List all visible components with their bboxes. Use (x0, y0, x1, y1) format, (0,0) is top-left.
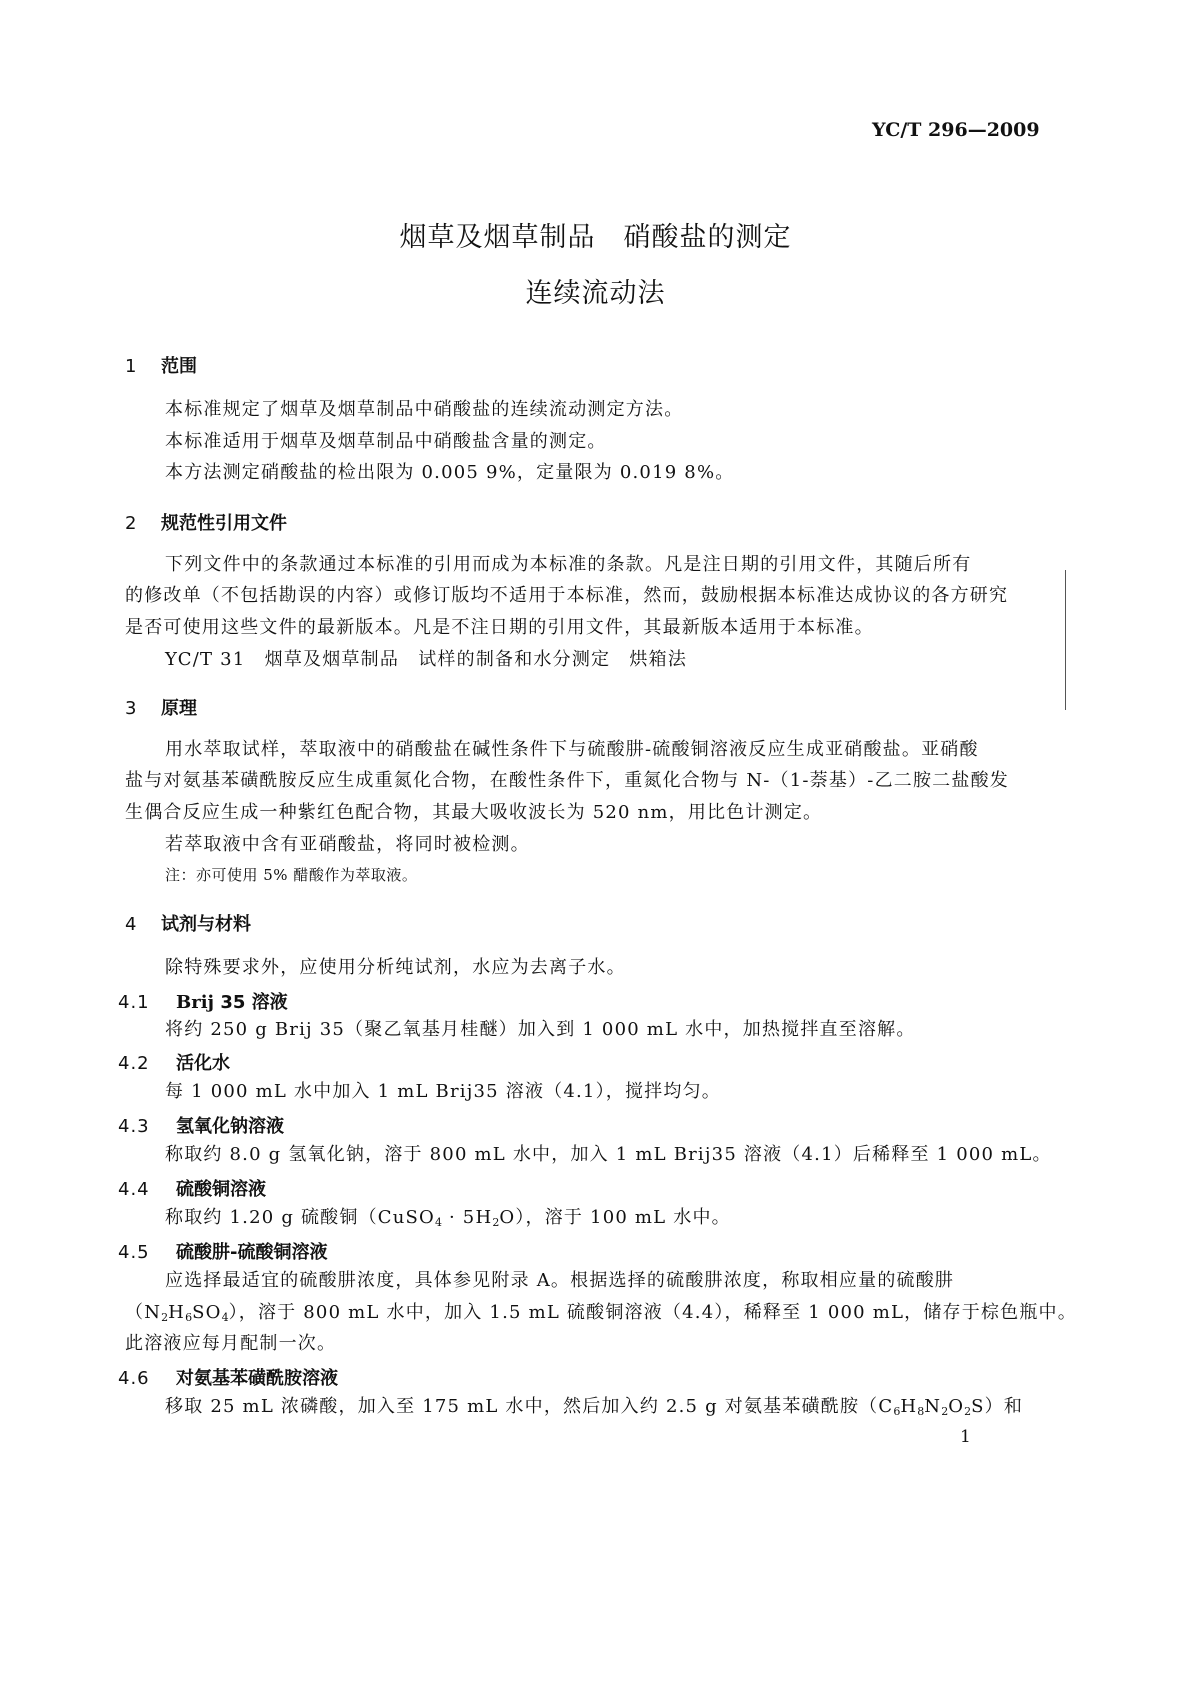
subsection-heading-4-4: 4.4 硫酸铜溶液 (118, 1179, 266, 1200)
paragraph: 每 1 000 mL 水中加入 1 mL Brij35 溶液（4.1），搅拌均匀。 (165, 1081, 721, 1102)
section-heading-3: 3 原理 (125, 698, 197, 719)
paragraph: 的修改单（不包括勘误的内容）或修订版均不适用于本标准，然而，鼓励根据本标准达成协议的各方研究 (125, 585, 1009, 606)
paragraph: 是否可使用这些文件的最新版本。凡是不注日期的引用文件，其最新版本适用于本标准。 (125, 617, 874, 638)
normative-reference: YC/T 31 烟草及烟草制品 试样的制备和水分测定 烘箱法 (165, 649, 688, 670)
subsection-heading-4-1: 4.1 Brij 35 溶液 (118, 992, 288, 1013)
subsection-heading-4-6: 4.6 对氨基苯磺酰胺溶液 (118, 1368, 338, 1389)
subsection-heading-4-3: 4.3 氢氧化钠溶液 (118, 1116, 284, 1137)
paragraph: 将约 250 g Brij 35（聚乙氧基月桂醚）加入到 1 000 mL 水中，加热搅拌直至溶解。 (165, 1019, 916, 1040)
revision-bar (1065, 570, 1066, 710)
paragraph: 此溶液应每月配制一次。 (125, 1333, 337, 1354)
subsection-heading-4-2: 4.2 活化水 (118, 1053, 230, 1074)
paragraph: 生偶合反应生成一种紫红色配合物，其最大吸收波长为 520 nm，用比色计测定。 (125, 802, 823, 823)
paragraph: 应选择最适宜的硫酸肼浓度，具体参见附录 A。根据选择的硫酸肼浓度，称取相应量的硫酸肼 (165, 1270, 955, 1291)
paragraph: $(N_2H_6SO_4)$，溶于 800 mL 水中，加入 1.5 mL 硫酸铜溶液（4.4），稀释至 1 000 mL，储存于棕色瓶中。 (125, 1302, 1077, 1324)
note: 注：亦可使用 5% 醋酸作为萃取液。 (165, 866, 418, 884)
page-title: 烟草及烟草制品 硝酸盐的测定 (399, 222, 792, 253)
paragraph: 称取约 1.20 g 硫酸铜（CuSO$_4$ · $5H_2O$），溶于 100 mL 水中。 (165, 1207, 731, 1229)
paragraph: 用水萃取试样，萃取液中的硝酸盐在碱性条件下与硫酸肼-硫酸铜溶液反应生成亚硝酸盐。亚硝酸 (165, 739, 979, 760)
page-subtitle: 连续流动法 (525, 278, 666, 309)
paragraph: 本标准规定了烟草及烟草制品中硝酸盐的连续流动测定方法。 (165, 399, 684, 420)
paragraph: 若萃取液中含有亚硝酸盐，将同时被检测。 (165, 834, 530, 855)
paragraph: 移取 25 mL 浓磷酸，加入至 175 mL 水中，然后加入约 2.5 g 对氨基苯磺酰胺$(C_6H_8N_2O_2S)$和 (165, 1396, 1024, 1418)
paragraph: 除特殊要求外，应使用分析纯试剂，水应为去离子水。 (165, 957, 626, 978)
section-heading-4: 4 试剂与材料 (125, 914, 251, 935)
document-code: YC/T 296—2009 (872, 119, 1040, 141)
paragraph: 本标准适用于烟草及烟草制品中硝酸盐含量的测定。 (165, 431, 607, 452)
paragraph: 称取约 8.0 g 氢氧化钠，溶于 800 mL 水中，加入 1 mL Brij35 溶液（4.1）后稀释至 1 000 mL。 (165, 1144, 1052, 1165)
subsection-heading-4-5: 4.5 硫酸肼-硫酸铜溶液 (118, 1242, 328, 1263)
paragraph: 下列文件中的条款通过本标准的引用而成为本标准的条款。凡是注日期的引用文件，其随后所有 (165, 554, 972, 575)
section-heading-2: 2 规范性引用文件 (125, 513, 287, 534)
paragraph: 盐与对氨基苯磺酰胺反应生成重氮化合物，在酸性条件下，重氮化合物与 N-（1-萘基）-乙二胺二盐酸发 (125, 770, 1009, 791)
page-number: 1 (960, 1427, 971, 1447)
section-heading-1: 1 范围 (125, 356, 197, 377)
paragraph: 本方法测定硝酸盐的检出限为 0.005 9%，定量限为 0.019 8%。 (165, 462, 735, 483)
